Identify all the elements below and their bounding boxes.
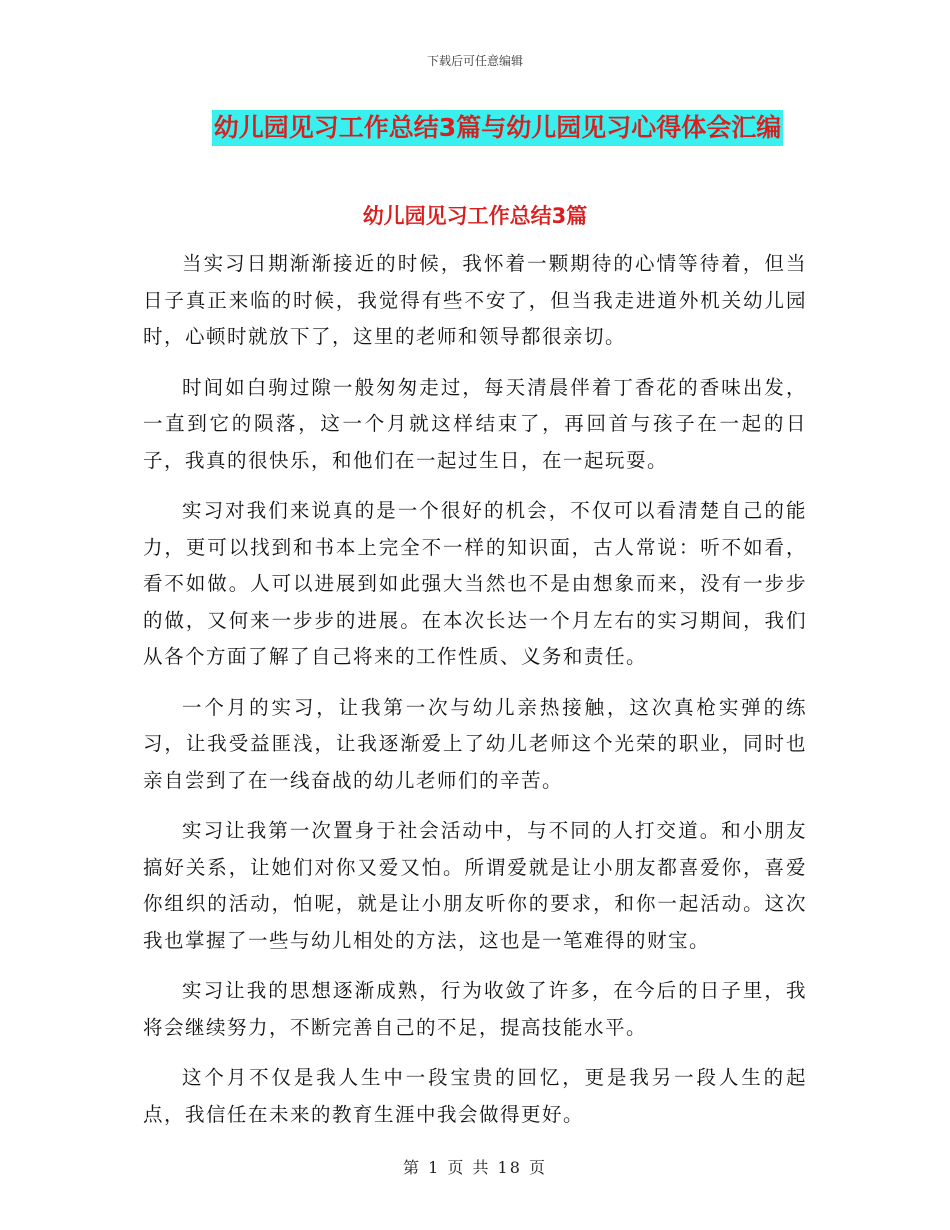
paragraph-5: 实习让我第一次置身于社会活动中，与不同的人打交道。和小朋友搞好关系，让她们对你又爱又怕。所谓爱就是让小朋友都喜爱你，喜爱你组织的活动，怕呢，就是让小朋友听你的要求，和你一起活动。这次我也掌握了一些与幼儿相处的方法，这也是一笔难得的财宝。 [143, 819, 807, 952]
page-footer: 第 1 页 共 18 页 [403, 1158, 547, 1177]
document-body [143, 246, 807, 1147]
main-title: 幼儿园见习工作总结3篇与幼儿园见习心得体会汇编 [212, 110, 783, 146]
main-title-container [0, 110, 950, 146]
paragraph-4: 一个月的实习，让我第一次与幼儿亲热接触，这次真枪实弹的练习，让我受益匪浅，让我逐渐爱上了幼儿老师这个光荣的职业，同时也亲自尝到了在一线奋战的幼儿老师们的辛苦。 [143, 695, 807, 792]
paragraph-7: 这个月不仅是我人生中一段宝贵的回忆，更是我另一段人生的起点，我信任在未来的教育生涯中我会做得更好。 [143, 1066, 807, 1126]
section-title: 幼儿园见习工作总结3篇 [362, 204, 588, 228]
paragraph-1: 当实习日期渐渐接近的时候，我怀着一颗期待的心情等待着，但当日子真正来临的时候，我觉得有些不安了，但当我走进道外机关幼儿园时，心顿时就放下了，这里的老师和领导都很亲切。 [143, 252, 807, 348]
paragraph-6: 实习让我的思想逐渐成熟，行为收敛了许多，在今后的日子里，我将会继续努力，不断完善自己的不足，提高技能水平。 [143, 979, 807, 1039]
paragraph-2: 时间如白驹过隙一般匆匆走过，每天清晨伴着丁香花的香味出发，一直到它的陨落，这一个月就这样结束了，再回首与孩子在一起的日子，我真的很快乐，和他们在一起过生日，在一起玩耍。 [143, 375, 807, 472]
paragraph-3: 实习对我们来说真的是一个很好的机会，不仅可以看清楚自己的能力，更可以找到和书本上完全不一样的知识面，古人常说：听不如看，看不如做。人可以进展到如此强大当然也不是由想象而来，没有一步步的做，又何来一步步的进展。在本次长达一个月左右的实习期间，我们从各个方面了解了自己将来的工作性质、义务和责任。 [143, 499, 807, 668]
header-note: 下载后可任意编辑 [426, 54, 523, 68]
